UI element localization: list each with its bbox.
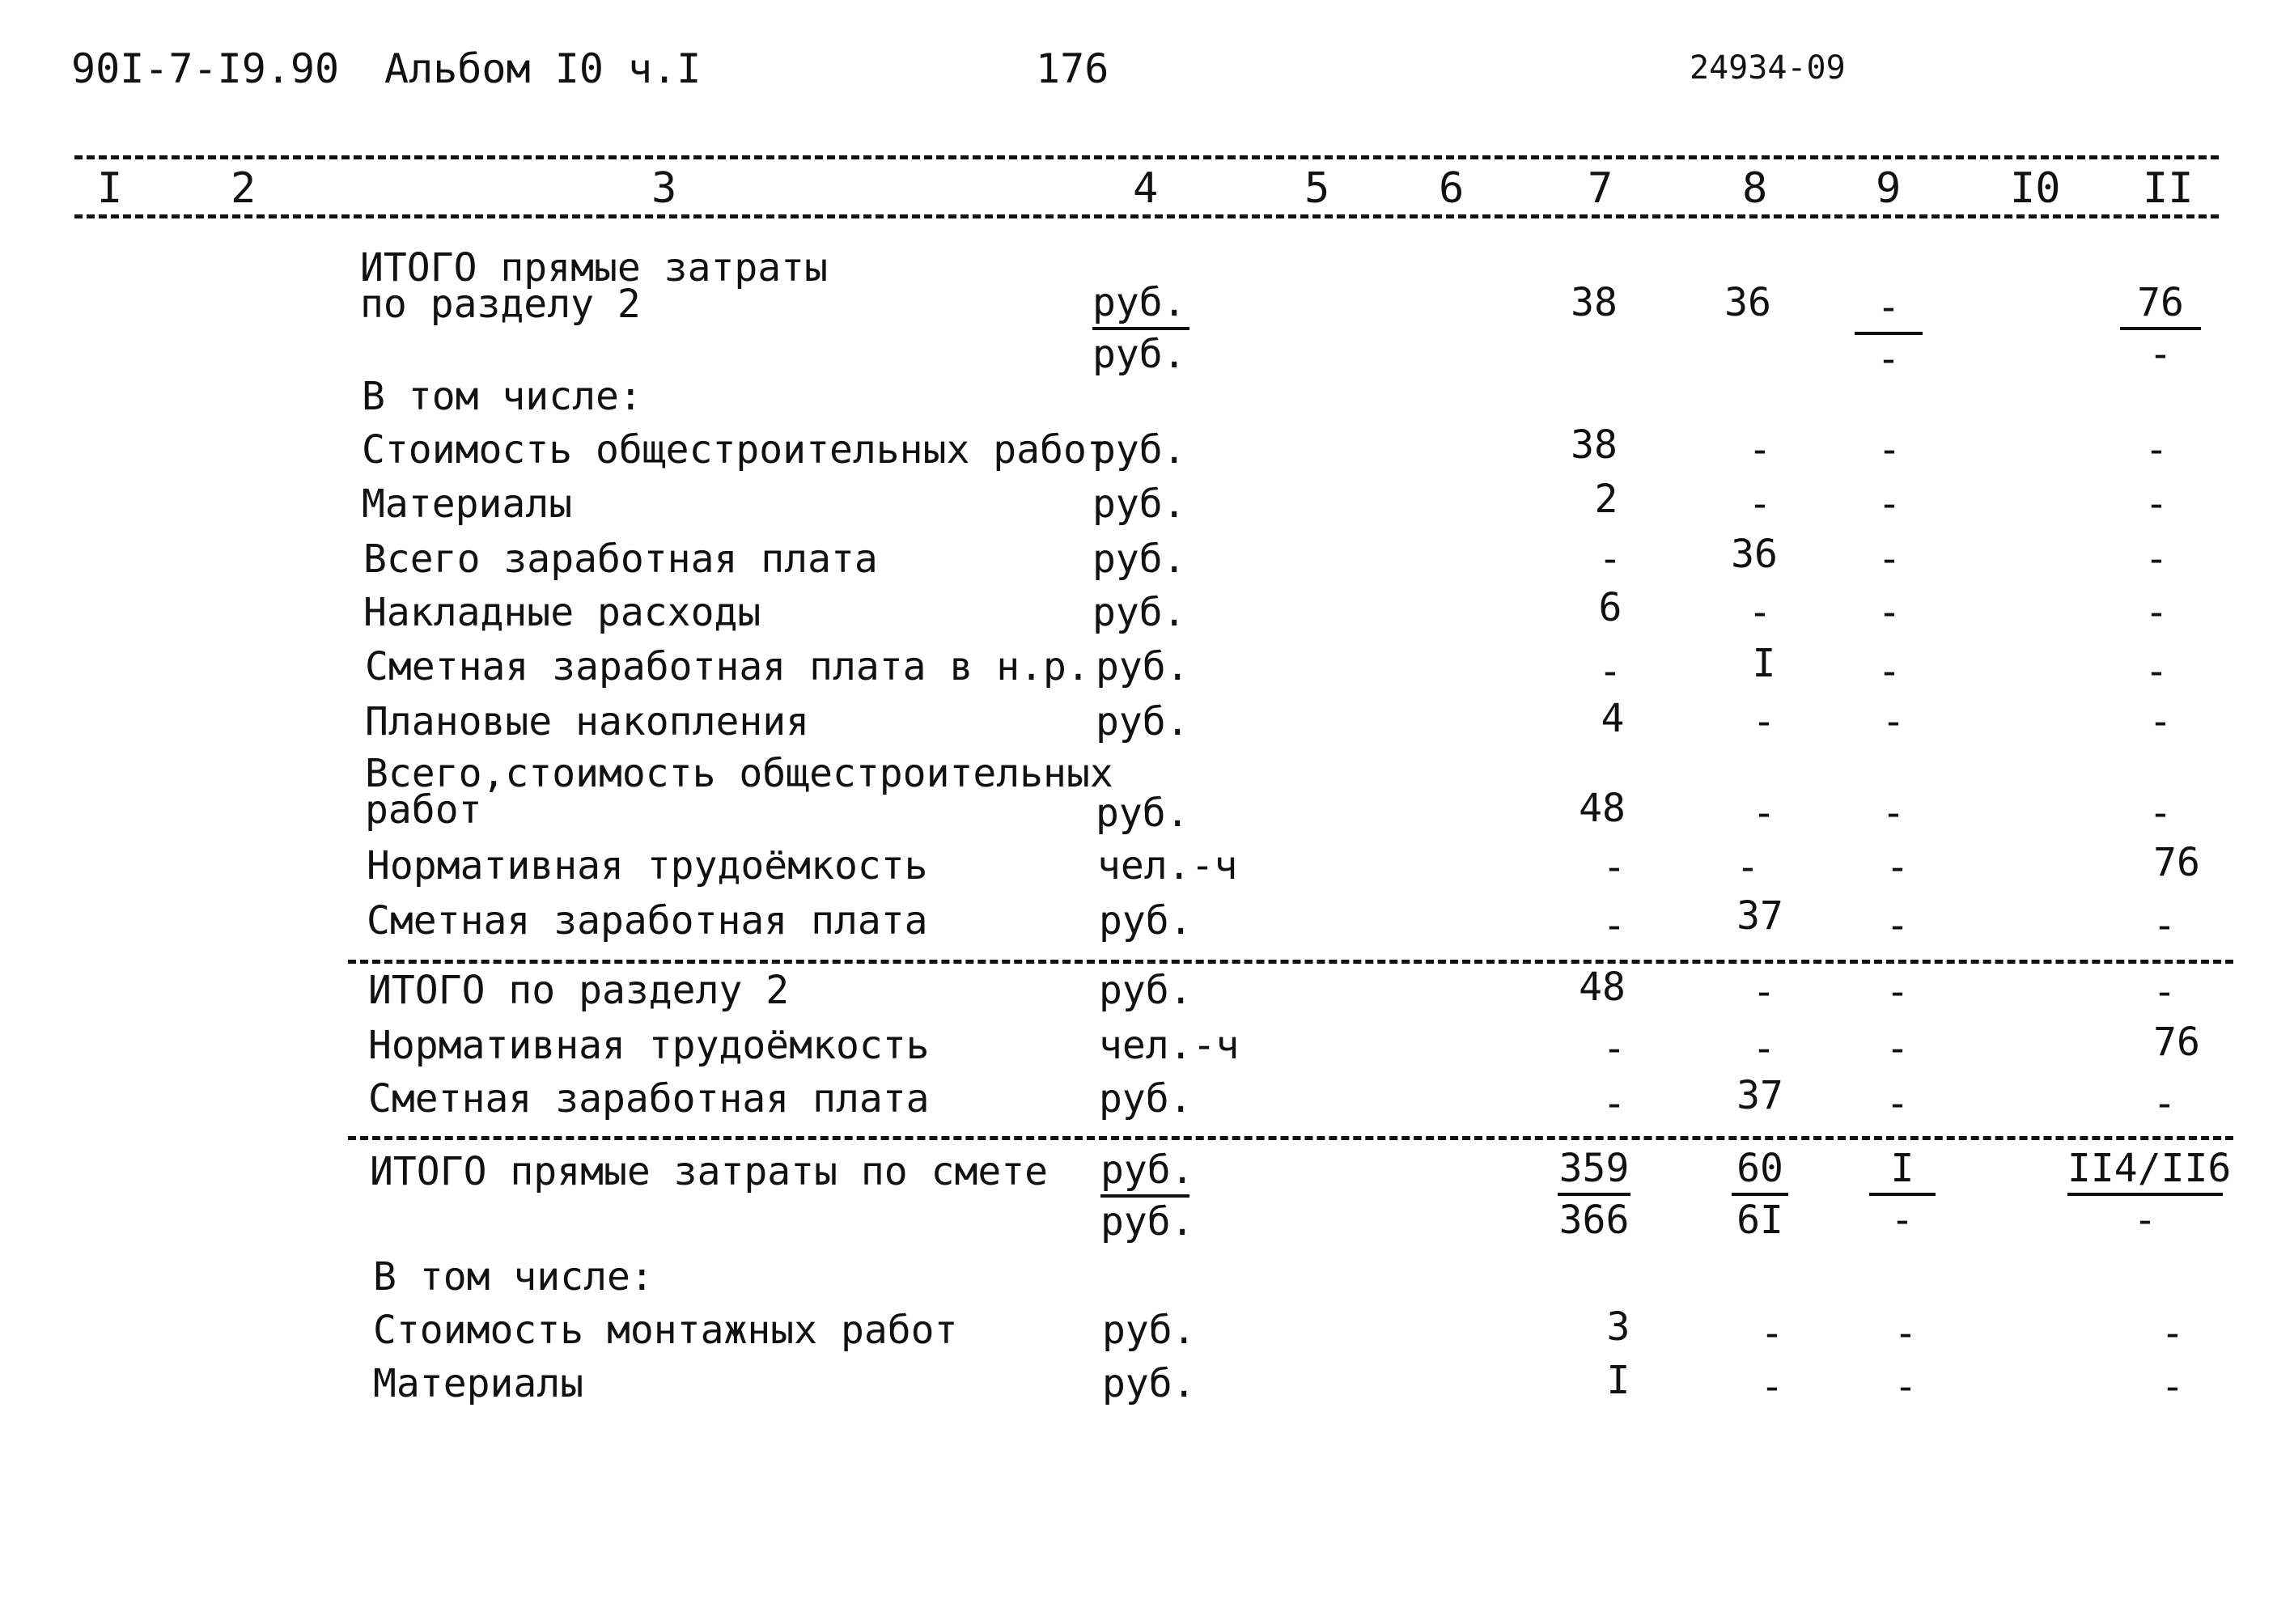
row-value-col7: - bbox=[1602, 1081, 1626, 1126]
row-value-col9: - bbox=[1885, 845, 1910, 890]
row-label: Нормативная трудоёмкость bbox=[367, 843, 928, 888]
row-value-col11: - bbox=[2160, 1311, 2185, 1356]
row-value-col8: - bbox=[1752, 791, 1776, 836]
row-unit: руб. bbox=[1096, 644, 1189, 689]
row-label: Материалы bbox=[362, 481, 573, 527]
row-value-col9: - bbox=[1877, 590, 1902, 635]
row-value-col11: - bbox=[2148, 699, 2173, 744]
document-code: 90I-7-I9.90 bbox=[71, 45, 340, 92]
column-header-1: I bbox=[97, 164, 123, 213]
row-label: Нормативная трудоёмкость bbox=[368, 1023, 930, 1068]
row-value-col9: - bbox=[1885, 903, 1910, 948]
row-value-col8: - bbox=[1748, 590, 1772, 635]
row-label: Сметная заработная плата в н.р. bbox=[365, 644, 1090, 689]
row-value-col9: - bbox=[1881, 791, 1906, 836]
row-value-col7: I bbox=[1606, 1358, 1630, 1403]
album-label: Альбом I0 ч.I bbox=[384, 45, 702, 92]
row-value-col7: 3 bbox=[1606, 1304, 1630, 1350]
row-value-col8: - bbox=[1752, 969, 1776, 1015]
row-label: Стоимость монтажных работ bbox=[373, 1308, 958, 1353]
row-value-col7: 38 bbox=[1571, 280, 1618, 325]
row-value-col11: - bbox=[2160, 1364, 2185, 1410]
row-label: Всего заработная плата bbox=[363, 536, 878, 582]
section-subheading: В том числе: bbox=[362, 374, 642, 419]
row-value-col8: 36 bbox=[1731, 532, 1778, 577]
row-unit: руб. bbox=[1096, 791, 1189, 836]
row-value-col9: - bbox=[1885, 969, 1910, 1015]
row-value-col7: $\frac{359}{366}$ bbox=[1558, 1146, 1630, 1243]
row-value-col8: 36 bbox=[1724, 280, 1771, 325]
column-header-5: 5 bbox=[1304, 164, 1330, 213]
row-value-col8: $\frac{60}{6I}$ bbox=[1732, 1149, 1788, 1240]
column-header-3: 3 bbox=[651, 164, 677, 213]
section-subheading: В том числе: bbox=[373, 1254, 654, 1300]
row-value-col8: - bbox=[1760, 1364, 1784, 1410]
row-value-col7: - bbox=[1598, 649, 1622, 694]
row-unit: руб. bbox=[1099, 898, 1193, 943]
row-value-col7: 2 bbox=[1594, 477, 1618, 522]
row-label: Сметная заработная плата bbox=[368, 1076, 930, 1122]
row-value-col7: 38 bbox=[1571, 422, 1618, 468]
row-label: Плановые накопления bbox=[365, 699, 810, 744]
column-header-4: 4 bbox=[1133, 164, 1159, 213]
row-value-col7: - bbox=[1602, 845, 1626, 890]
row-value-col11: - bbox=[2144, 481, 2169, 527]
row-label-continued: работ bbox=[365, 787, 482, 833]
row-value-col11: - bbox=[2144, 427, 2169, 473]
row-value-col7: - bbox=[1602, 1026, 1626, 1071]
row-unit: руб. bbox=[1102, 1308, 1196, 1353]
row-label: ИТОГО по разделу 2 bbox=[368, 968, 790, 1013]
row-unit: руб. bbox=[1099, 1076, 1193, 1122]
column-header-2: 2 bbox=[231, 164, 257, 213]
row-value-col8: - bbox=[1752, 1026, 1776, 1071]
row-label: Материалы bbox=[373, 1361, 584, 1406]
row-unit: руб. руб. bbox=[1100, 1147, 1194, 1245]
column-header-9: 9 bbox=[1876, 164, 1902, 213]
row-unit: руб. bbox=[1092, 536, 1186, 582]
row-value-col9: - bbox=[1885, 1026, 1910, 1071]
column-header-8: 8 bbox=[1742, 164, 1768, 213]
row-unit: руб. bbox=[1092, 427, 1186, 473]
row-value-col8: I bbox=[1752, 641, 1776, 686]
row-value-col9: - bbox=[1893, 1311, 1918, 1356]
row-value-col11: II4/II6 - bbox=[2067, 1146, 2232, 1243]
row-value-col11: - bbox=[2144, 590, 2169, 635]
row-value-col9: - bbox=[1881, 699, 1906, 744]
column-header-6: 6 bbox=[1439, 164, 1465, 213]
column-header-7: 7 bbox=[1588, 164, 1613, 213]
row-value-col8: - bbox=[1760, 1311, 1784, 1356]
row-value-col11: 76 bbox=[2153, 1020, 2200, 1065]
row-value-col9: I - bbox=[1869, 1149, 1936, 1240]
row-unit: чел.-ч bbox=[1099, 1023, 1240, 1068]
column-header-11: II bbox=[2143, 164, 2194, 213]
row-value-col9: - bbox=[1877, 649, 1902, 694]
row-value-col9: - bbox=[1885, 1081, 1910, 1126]
row-value-col11: 76 bbox=[2153, 840, 2200, 885]
row-unit: руб. bbox=[1092, 590, 1186, 635]
row-value-col7: 48 bbox=[1579, 965, 1626, 1010]
row-value-col8: - bbox=[1748, 481, 1772, 527]
row-value-col11: - bbox=[2152, 969, 2177, 1015]
row-unit: руб. bbox=[1099, 968, 1193, 1013]
header-rule-top bbox=[74, 155, 2219, 159]
row-label: Стоимость общестроительных работ bbox=[362, 427, 1110, 473]
row-value-col11: - bbox=[2148, 791, 2173, 836]
row-unit: чел.-ч bbox=[1097, 843, 1238, 888]
row-label: ИТОГО прямые затраты bbox=[360, 245, 828, 290]
row-value-col9: - bbox=[1877, 427, 1902, 473]
row-label: Сметная заработная плата bbox=[367, 898, 928, 943]
row-value-col11: - bbox=[2152, 1081, 2177, 1126]
section-divider bbox=[348, 1136, 2233, 1140]
row-value-col9: - bbox=[1893, 1364, 1918, 1410]
row-label: Накладные расходы bbox=[363, 590, 761, 635]
row-unit: руб. bbox=[1096, 699, 1189, 744]
row-unit: руб. bbox=[1092, 481, 1186, 527]
row-value-col8: - bbox=[1752, 699, 1776, 744]
row-label-continued: по разделу 2 bbox=[360, 282, 641, 327]
row-value-col8: - bbox=[1748, 427, 1772, 473]
row-unit: руб. bbox=[1102, 1361, 1196, 1406]
row-value-col11: - bbox=[2152, 903, 2177, 948]
row-value-col11: - bbox=[2144, 536, 2169, 582]
document-number: 24934-09 bbox=[1690, 49, 1846, 87]
row-value-col8: - bbox=[1736, 845, 1760, 890]
row-value-col11: - bbox=[2144, 649, 2169, 694]
row-value-col7: 48 bbox=[1579, 786, 1626, 831]
row-value-col7: 4 bbox=[1601, 696, 1625, 741]
page-number: 176 bbox=[1036, 45, 1109, 92]
row-value-col8: 37 bbox=[1736, 1073, 1783, 1118]
column-header-10: I0 bbox=[2010, 164, 2061, 213]
row-value-col7: - bbox=[1598, 536, 1622, 582]
section-divider bbox=[348, 960, 2233, 964]
header-rule-bottom bbox=[74, 214, 2219, 218]
row-value-col9: - bbox=[1877, 536, 1902, 582]
row-label: Всего,стоимость общестроительных bbox=[365, 751, 1113, 796]
row-value-col7: 6 bbox=[1598, 585, 1622, 630]
row-value-col8: 37 bbox=[1736, 893, 1783, 939]
row-label: ИТОГО прямые затраты по смете bbox=[370, 1149, 1049, 1194]
row-unit: руб. руб. bbox=[1092, 283, 1189, 374]
row-value-col9: - - bbox=[1855, 288, 1923, 379]
row-value-col7: - bbox=[1602, 903, 1626, 948]
row-value-col9: - bbox=[1877, 481, 1902, 527]
row-value-col11: 76 - bbox=[2120, 283, 2201, 374]
